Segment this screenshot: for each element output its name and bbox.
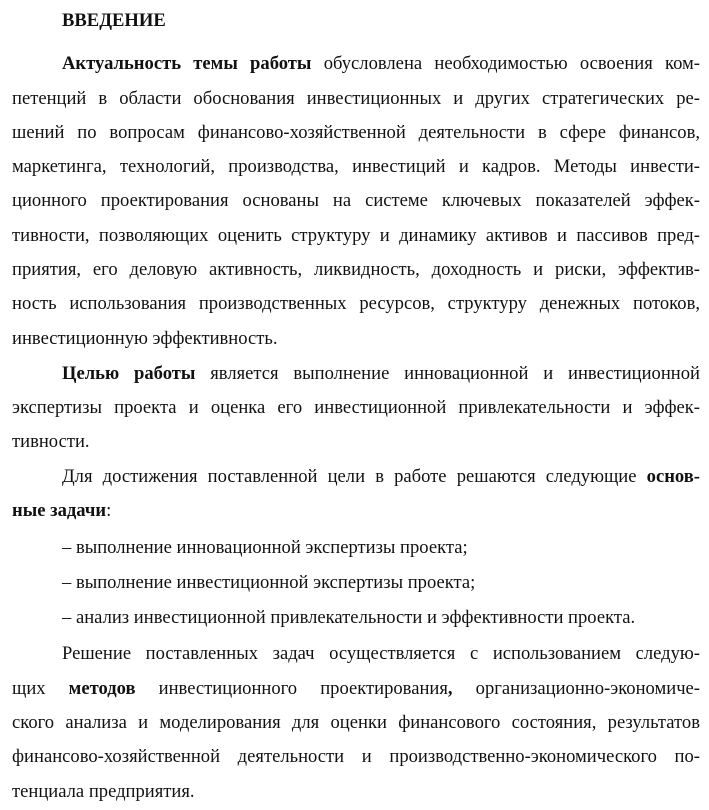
paragraph-methods-line: тенциала предприятия. <box>12 781 195 802</box>
paragraph-relevance-line: тивности, позволяющих оценить структуру и динамику активов и пассивов пред- <box>12 225 700 246</box>
task-list-item: – анализ инвестиционной привлекательности и эффективности проекта. <box>62 607 636 628</box>
text-span: щих <box>12 678 69 699</box>
paragraph-methods-line: Решение поставленных задач осуществляется с использованием следую- <box>62 643 700 664</box>
paragraph-relevance-line: ность использования производственных ресурсов, структуру денежных потоков, <box>12 293 700 314</box>
paragraph-tasks-intro-line <box>12 494 700 528</box>
text-span: является выполнение инновационной и инвестиционной <box>195 363 700 384</box>
paragraph-methods-line <box>12 672 700 706</box>
paragraph-relevance-line: шений по вопросам финансово-хозяйственной деятельности в сфере финансов, <box>12 122 700 143</box>
task-list-item: – выполнение инвестиционной экспертизы проекта; <box>62 572 476 593</box>
relevance-lead: Актуальность темы работы <box>62 53 312 74</box>
paragraph-relevance-line: ционного проектирования основаны на системе ключевых показателей эффек- <box>12 190 700 211</box>
paragraph-relevance-line <box>62 47 700 81</box>
task-list-item: – выполнение инновационной экспертизы проекта; <box>62 537 468 558</box>
paragraph-methods-line: финансово-хозяйственной деятельности и производственно-экономического по- <box>12 746 700 767</box>
tasks-bold: ные задачи <box>12 500 107 521</box>
paragraph-relevance-line: приятия, его деловую активность, ликвидность, доходность и риски, эффектив- <box>12 259 700 280</box>
paragraph-methods-line: ского анализа и моделирования для оценки финансового состояния, результатов <box>12 712 700 733</box>
text-span: : <box>106 500 112 521</box>
paragraph-relevance-line: инвестиционную эффективность. <box>12 328 278 349</box>
methods-bold: методов <box>68 678 136 699</box>
text-span: организационно-экономиче- <box>452 678 701 699</box>
goal-lead: Целью работы <box>62 363 196 384</box>
text-span: Для достижения поставленной цели в работе решаются следующие <box>62 466 647 487</box>
methods-comma: , <box>447 678 453 699</box>
section-title: ВВЕДЕНИЕ <box>62 10 166 31</box>
paragraph-goal-line: тивности. <box>12 431 90 452</box>
paragraph-relevance-line: маркетинга, технологий, производства, инвестиций и кадров. Методы инвести- <box>12 156 700 177</box>
paragraph-relevance-line: петенций в области обоснования инвестиционных и других стратегических ре- <box>12 88 700 109</box>
paragraph-goal-line <box>62 357 700 391</box>
tasks-bold: основ- <box>646 466 700 487</box>
text-span: инвестиционного проектирования <box>135 678 448 699</box>
paragraph-goal-line: экспертизы проекта и оценка его инвестиционной привлекательности и эффек- <box>12 397 700 418</box>
paragraph-tasks-intro-line <box>62 460 700 494</box>
text-span: обусловлена необходимостью освоения ком- <box>311 53 701 74</box>
